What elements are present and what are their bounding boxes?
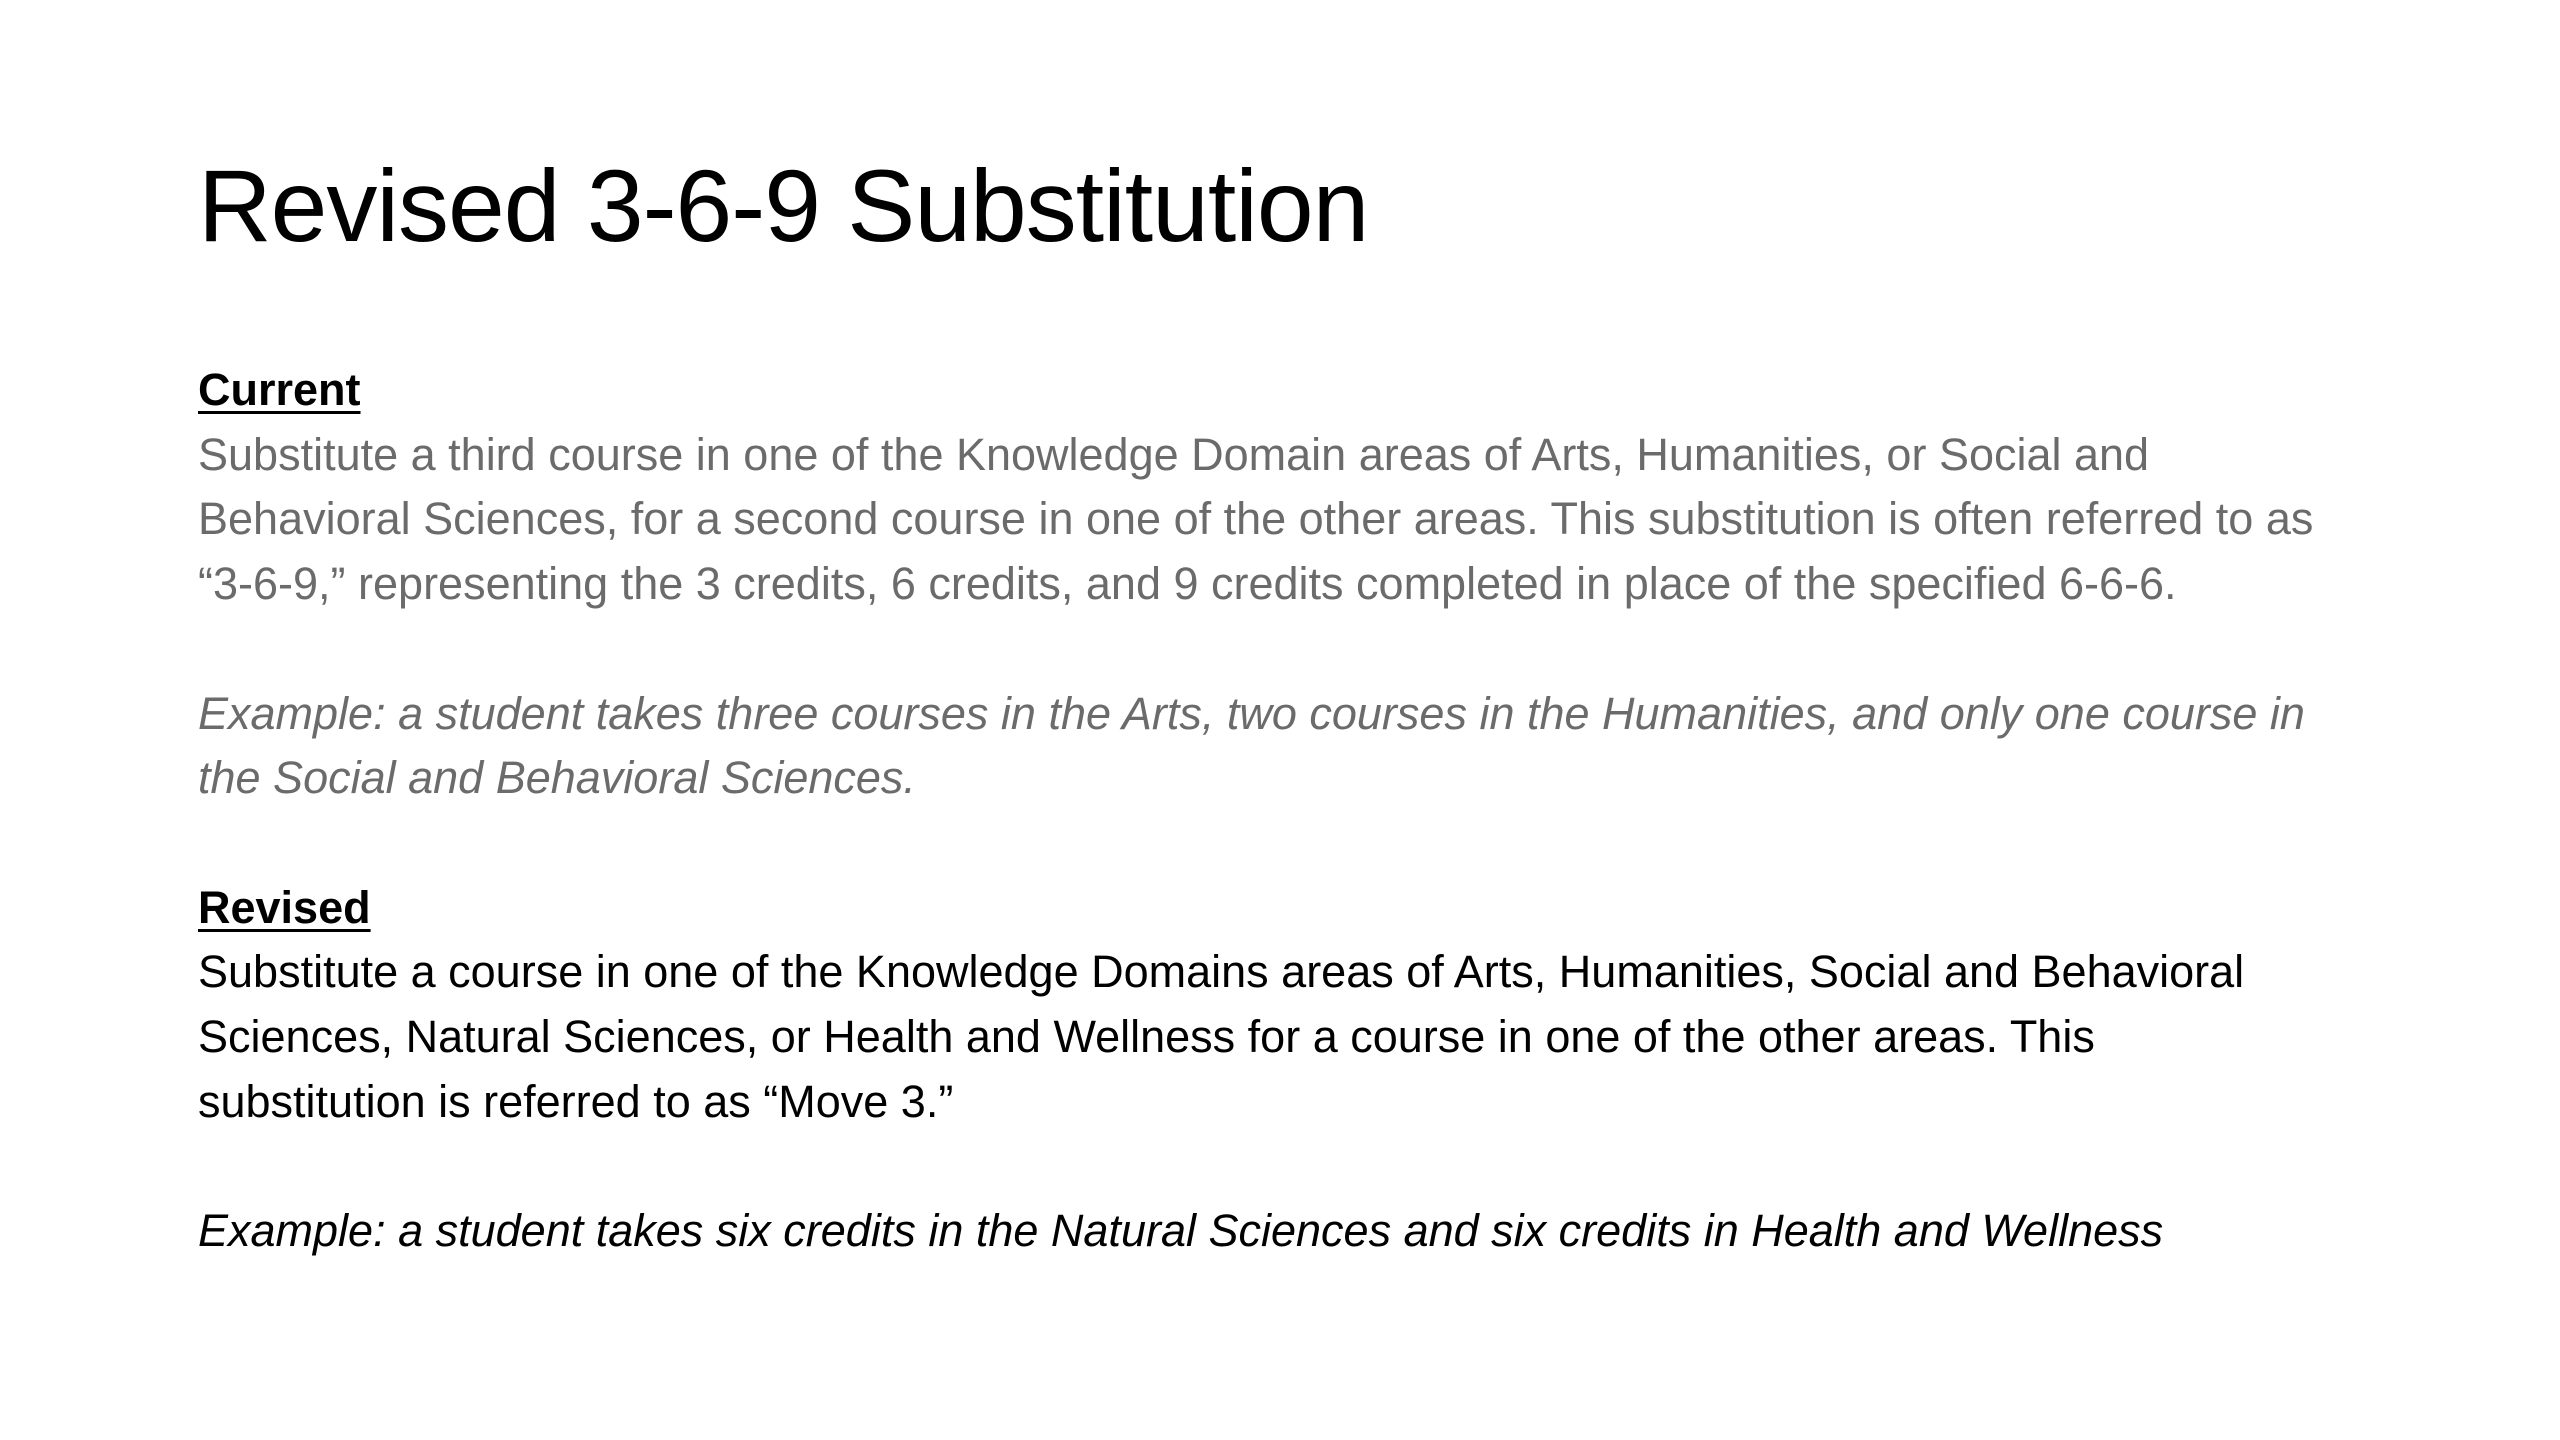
slide-body <box>198 358 2318 1264</box>
revised-description: Substitute a course in one of the Knowledge Domains areas of Arts, Humanities, Social and Behavioral Sciences, Natural Sciences, or Health and Wellness for a course in one of the other areas. This substitution is referred to as “Move 3.” <box>198 946 2245 1127</box>
current-heading: Current <box>198 364 361 415</box>
spacer <box>198 1134 2318 1199</box>
slide-title: Revised 3-6-9 Substitution <box>198 149 1369 263</box>
spacer <box>198 811 2318 876</box>
current-example: Example: a student takes three courses in the Arts, two courses in the Humanities, and only one course in the Social and Behavioral Sciences. <box>198 687 2305 804</box>
current-section <box>198 358 2318 811</box>
revised-section <box>198 876 2318 1264</box>
revised-heading: Revised <box>198 881 371 933</box>
current-description: Substitute a third course in one of the Knowledge Domain areas of Arts, Humanities, or Social and Behavioral Sciences, for a second course in one of the other areas. This substitution is often referred to as “3-6-9,” representing the 3 credits, 6 credits, and 9 credits completed in place of the specified 6-6-6. <box>198 428 2314 610</box>
revised-example: Example: a student takes six credits in the Natural Sciences and six credits in Health and Wellness <box>198 1205 2164 1257</box>
spacer <box>198 617 2318 682</box>
